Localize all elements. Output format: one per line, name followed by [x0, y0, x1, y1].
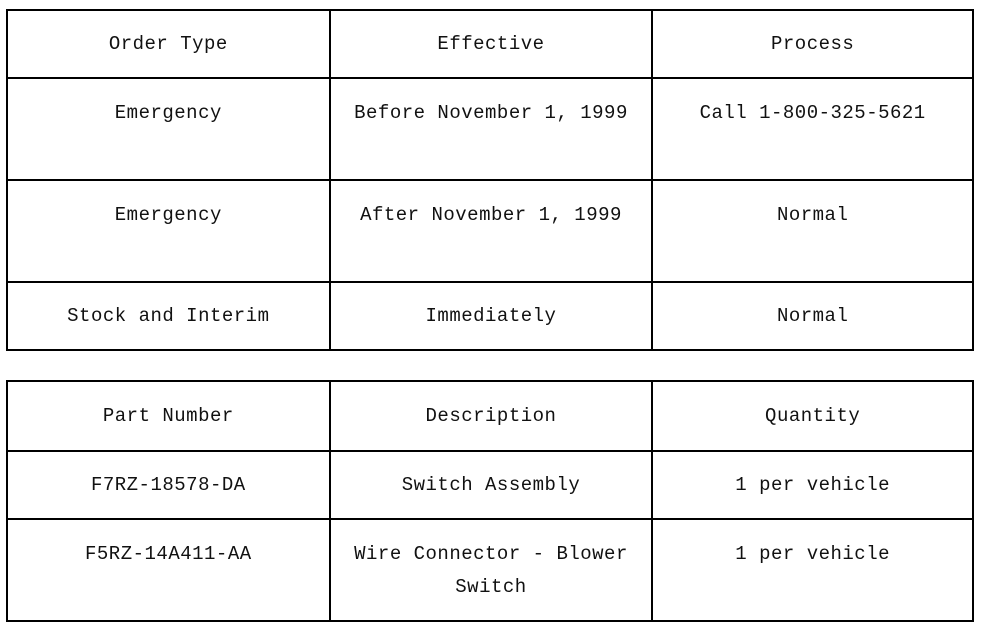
order-type-cell: Stock and Interim — [7, 282, 330, 350]
order-type-table — [6, 9, 974, 351]
table-row — [7, 180, 973, 282]
header-quantity: Quantity — [652, 381, 973, 451]
effective-cell: Immediately — [330, 282, 653, 350]
table-row — [7, 519, 973, 621]
quantity-cell: 1 per vehicle — [652, 451, 973, 519]
parts-table — [6, 380, 974, 622]
part-number-cell: F7RZ-18578-DA — [7, 451, 330, 519]
order-type-cell: Emergency — [7, 78, 330, 180]
header-order-type: Order Type — [7, 10, 330, 78]
description-cell: Wire Connector - Blower Switch — [330, 519, 653, 621]
part-number-cell: F5RZ-14A411-AA — [7, 519, 330, 621]
effective-cell: After November 1, 1999 — [330, 180, 653, 282]
quantity-cell: 1 per vehicle — [652, 519, 973, 621]
process-cell: Normal — [652, 180, 973, 282]
table-row — [7, 282, 973, 350]
header-process: Process — [652, 10, 973, 78]
table-header-row — [7, 381, 973, 451]
table-row — [7, 451, 973, 519]
order-type-cell: Emergency — [7, 180, 330, 282]
table-row — [7, 78, 973, 180]
table-header-row — [7, 10, 973, 78]
header-description: Description — [330, 381, 653, 451]
process-cell: Normal — [652, 282, 973, 350]
header-part-number: Part Number — [7, 381, 330, 451]
effective-cell: Before November 1, 1999 — [330, 78, 653, 180]
description-cell: Switch Assembly — [330, 451, 653, 519]
process-cell: Call 1-800-325-5621 — [652, 78, 973, 180]
header-effective: Effective — [330, 10, 653, 78]
